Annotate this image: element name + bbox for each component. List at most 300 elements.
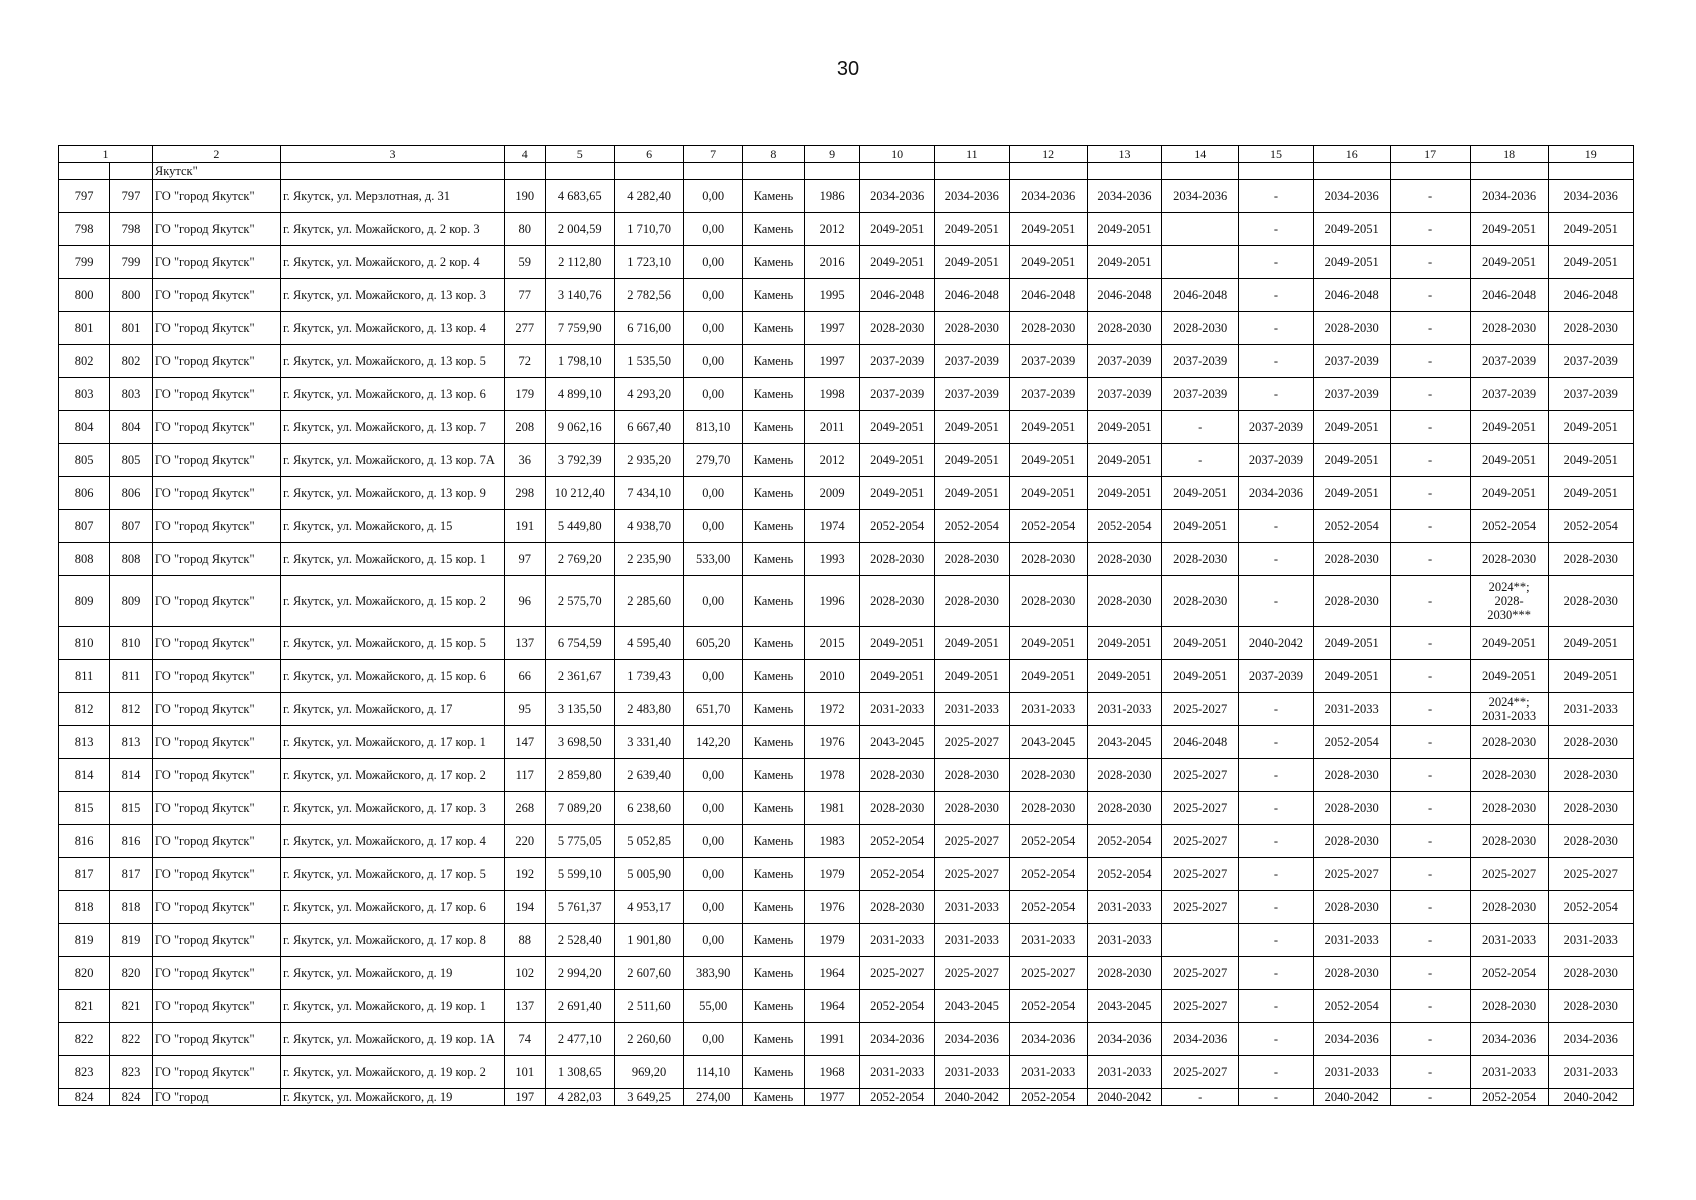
table-cell: 97: [505, 543, 546, 576]
table-cell: -: [1390, 279, 1470, 312]
table-cell: Камень: [742, 444, 804, 477]
table-cell: 823: [59, 1056, 110, 1089]
table-cell: 0,00: [684, 345, 743, 378]
table-cell: 2046-2048: [1313, 279, 1390, 312]
table-cell: 2046-2048: [1162, 279, 1239, 312]
table-cell: 803: [59, 378, 110, 411]
table-cell: 2025-2027: [1162, 990, 1239, 1023]
table-cell: 2031-2033: [935, 924, 1010, 957]
table-cell: ГО "город Якутск": [152, 1023, 280, 1056]
table-cell: ГО "город Якутск": [152, 576, 280, 627]
table-row: [59, 345, 1634, 378]
table-cell: 0,00: [684, 246, 743, 279]
table-cell: 2052-2054: [1087, 510, 1162, 543]
table-cell: г. Якутск, ул. Можайского, д. 17 кор. 3: [280, 792, 504, 825]
table-cell: 2046-2048: [860, 279, 935, 312]
table-cell: 2037-2039: [1087, 378, 1162, 411]
table-cell: 2049-2051: [1087, 627, 1162, 660]
table-cell: 2028-2030: [935, 312, 1010, 345]
table-cell: 10 212,40: [545, 477, 614, 510]
table-cell: 810: [59, 627, 110, 660]
table-cell: 805: [59, 444, 110, 477]
table-cell: 2031-2033: [860, 924, 935, 957]
table-cell: 2052-2054: [1313, 726, 1390, 759]
table-cell: Камень: [742, 576, 804, 627]
table-cell: 800: [110, 279, 153, 312]
table-cell: 2052-2054: [1087, 858, 1162, 891]
table-cell: 194: [505, 891, 546, 924]
header-row: [59, 146, 1634, 163]
table-cell: 821: [59, 990, 110, 1023]
table-cell: -: [1239, 693, 1314, 726]
table-cell: 2031-2033: [860, 693, 935, 726]
table-cell: 2 994,20: [545, 957, 614, 990]
table-cell: -: [1239, 990, 1314, 1023]
table-cell: 2049-2051: [935, 660, 1010, 693]
table-cell: -: [1390, 759, 1470, 792]
table-cell: 2028-2030: [1313, 759, 1390, 792]
table-cell: 0,00: [684, 924, 743, 957]
table-cell: 1977: [804, 1089, 859, 1106]
table-cell: 2012: [804, 444, 859, 477]
table-cell: 2049-2051: [935, 246, 1010, 279]
table-cell: 137: [505, 627, 546, 660]
table-cell: г. Якутск, ул. Можайского, д. 19 кор. 1А: [280, 1023, 504, 1056]
table-cell: 969,20: [614, 1056, 683, 1089]
table-cell: 274,00: [684, 1089, 743, 1106]
table-cell: 2037-2039: [860, 345, 935, 378]
table-cell: 2025-2027: [860, 957, 935, 990]
table-cell: 2024**; 2028-2030***: [1470, 576, 1548, 627]
table-cell: -: [1390, 543, 1470, 576]
table-cell: г. Якутск, ул. Можайского, д. 13 кор. 3: [280, 279, 504, 312]
table-cell: 0,00: [684, 279, 743, 312]
table-row: [59, 213, 1634, 246]
table-cell: 0,00: [684, 825, 743, 858]
table-cell: Камень: [742, 858, 804, 891]
table-cell: г. Якутск, ул. Можайского, д. 19 кор. 2: [280, 1056, 504, 1089]
table-cell: 88: [505, 924, 546, 957]
table-cell: Камень: [742, 759, 804, 792]
table-cell: ГО "город Якутск": [152, 378, 280, 411]
table-cell: -: [1390, 891, 1470, 924]
table-row: [59, 378, 1634, 411]
table-cell: 114,10: [684, 1056, 743, 1089]
table-cell: 0,00: [684, 477, 743, 510]
table-cell: -: [1239, 759, 1314, 792]
table-cell: 2028-2030: [1548, 726, 1633, 759]
table-cell: 821: [110, 990, 153, 1023]
table-cell: 2009: [804, 477, 859, 510]
table-cell: 2049-2051: [1313, 213, 1390, 246]
table-cell: -: [1390, 444, 1470, 477]
table-cell: 797: [110, 180, 153, 213]
table-cell: ГО "город Якутск": [152, 924, 280, 957]
table-cell: 2049-2051: [1162, 510, 1239, 543]
table-cell: 3 649,25: [614, 1089, 683, 1106]
table-cell: 0,00: [684, 759, 743, 792]
table-cell: -: [1239, 543, 1314, 576]
table-cell: ГО "город Якутск": [152, 693, 280, 726]
table-cell: 2049-2051: [1162, 627, 1239, 660]
table-cell: 5 761,37: [545, 891, 614, 924]
table-cell: 0,00: [684, 858, 743, 891]
table-cell: -: [1239, 1023, 1314, 1056]
table-cell: 2028-2030: [1470, 990, 1548, 1023]
table-cell: -: [1390, 576, 1470, 627]
table-cell: 2028-2030: [1087, 312, 1162, 345]
header-cell: 8: [742, 146, 804, 163]
table-cell: 74: [505, 1023, 546, 1056]
table-cell: 799: [110, 246, 153, 279]
table-cell: 1 308,65: [545, 1056, 614, 1089]
table-cell: 801: [59, 312, 110, 345]
header-cell: 17: [1390, 146, 1470, 163]
table-cell: 1976: [804, 726, 859, 759]
table-cell: -: [1239, 792, 1314, 825]
table-cell: 2037-2039: [1162, 345, 1239, 378]
table-cell: г. Якутск, ул. Можайского, д. 15 кор. 5: [280, 627, 504, 660]
table-cell: -: [1239, 825, 1314, 858]
table-cell: 7 759,90: [545, 312, 614, 345]
table-cell: 55,00: [684, 990, 743, 1023]
table-cell: 1998: [804, 378, 859, 411]
table-cell: -: [1390, 990, 1470, 1023]
table-cell: -: [1390, 180, 1470, 213]
table-row: [59, 990, 1634, 1023]
table-cell: 2049-2051: [1009, 627, 1087, 660]
table-cell: 2031-2033: [1009, 1056, 1087, 1089]
table-cell: 4 953,17: [614, 891, 683, 924]
table-cell: -: [1390, 510, 1470, 543]
table-cell: 2028-2030: [1087, 759, 1162, 792]
table-cell: 2025-2027: [935, 726, 1010, 759]
table-cell: 2 528,40: [545, 924, 614, 957]
table-cell: -: [1390, 246, 1470, 279]
table-cell: 0,00: [684, 792, 743, 825]
table-cell: 2034-2036: [1239, 477, 1314, 510]
table-cell: -: [1390, 792, 1470, 825]
table-cell: Камень: [742, 627, 804, 660]
table-cell: ГО "город Якутск": [152, 411, 280, 444]
table-cell: [1162, 924, 1239, 957]
table-cell: 815: [110, 792, 153, 825]
table-row: [59, 246, 1634, 279]
table-cell: 2049-2051: [1548, 627, 1633, 660]
table-cell: ГО "город Якутск": [152, 825, 280, 858]
table-cell: -: [1390, 213, 1470, 246]
table-cell: 2049-2051: [1470, 660, 1548, 693]
table-cell: 2031-2033: [1009, 693, 1087, 726]
table-cell: 2052-2054: [935, 510, 1010, 543]
table-cell: 59: [505, 246, 546, 279]
table-cell: 66: [505, 660, 546, 693]
table-cell: 2028-2030: [860, 312, 935, 345]
table-cell: 1964: [804, 990, 859, 1023]
table-cell: 2028-2030: [1087, 576, 1162, 627]
table-cell: 1997: [804, 312, 859, 345]
table-cell: 2052-2054: [1548, 510, 1633, 543]
table-cell: 819: [59, 924, 110, 957]
table-cell: г. Якутск, ул. Можайского, д. 13 кор. 4: [280, 312, 504, 345]
table-cell: 2049-2051: [1470, 627, 1548, 660]
table-cell: 2049-2051: [935, 213, 1010, 246]
table-cell: 80: [505, 213, 546, 246]
table-cell: 1 798,10: [545, 345, 614, 378]
table-cell: 822: [110, 1023, 153, 1056]
table-cell: 2031-2033: [1470, 1056, 1548, 1089]
table-cell: 2037-2039: [1239, 444, 1314, 477]
table-cell: 2031-2033: [1313, 924, 1390, 957]
table-cell: 1976: [804, 891, 859, 924]
table-cell: 2049-2051: [1470, 411, 1548, 444]
table-cell: -: [1239, 246, 1314, 279]
table-cell: 1 723,10: [614, 246, 683, 279]
table-cell: ГО "город Якутск": [152, 345, 280, 378]
table-cell: 2037-2039: [1162, 378, 1239, 411]
table-cell: ГО "город Якутск": [152, 543, 280, 576]
table-cell: ГО "город: [152, 1089, 280, 1106]
table-cell: 2031-2033: [1087, 1056, 1162, 1089]
table-cell: 797: [59, 180, 110, 213]
table-cell: 2037-2039: [1470, 378, 1548, 411]
table-cell: 2028-2030: [1009, 576, 1087, 627]
table-cell: 95: [505, 693, 546, 726]
table-cell: 2031-2033: [935, 1056, 1010, 1089]
table-cell: г. Якутск, ул. Можайского, д. 17 кор. 6: [280, 891, 504, 924]
table-cell: 2025-2027: [1162, 957, 1239, 990]
table-cell: 2052-2054: [860, 510, 935, 543]
table-row: [59, 576, 1634, 627]
table-cell: 2040-2042: [1239, 627, 1314, 660]
table-cell: ГО "город Якутск": [152, 957, 280, 990]
table-cell: г. Якутск, ул. Можайского, д. 13 кор. 7: [280, 411, 504, 444]
table-cell: 1974: [804, 510, 859, 543]
table-cell: -: [1239, 510, 1314, 543]
table-row: [59, 477, 1634, 510]
table-cell: 2028-2030: [1548, 543, 1633, 576]
table-cell: -: [1239, 576, 1314, 627]
table-cell: 2031-2033: [1313, 1056, 1390, 1089]
table-row: [59, 510, 1634, 543]
table-cell: 1995: [804, 279, 859, 312]
table-cell: 2049-2051: [860, 411, 935, 444]
table-cell: 2037-2039: [935, 378, 1010, 411]
table-cell: ГО "город Якутск": [152, 726, 280, 759]
table-cell: 2052-2054: [1470, 957, 1548, 990]
table-cell: 7 434,10: [614, 477, 683, 510]
table-cell: 1964: [804, 957, 859, 990]
table-cell: г. Якутск, ул. Можайского, д. 2 кор. 4: [280, 246, 504, 279]
table-cell: 2028-2030: [860, 759, 935, 792]
table-cell: -: [1239, 180, 1314, 213]
table-cell: 2046-2048: [1009, 279, 1087, 312]
table-cell: 383,90: [684, 957, 743, 990]
table-cell: 2049-2051: [1470, 444, 1548, 477]
table-cell: 0,00: [684, 510, 743, 543]
table-cell: Камень: [742, 213, 804, 246]
table-cell: -: [1162, 411, 1239, 444]
table-cell: -: [1390, 693, 1470, 726]
table-cell: 816: [59, 825, 110, 858]
table-cell: 2049-2051: [860, 246, 935, 279]
table-cell: ГО "город Якутск": [152, 858, 280, 891]
table-cell: г. Якутск, ул. Можайского, д. 17 кор. 2: [280, 759, 504, 792]
table-cell: 77: [505, 279, 546, 312]
table-cell: 2028-2030: [1162, 576, 1239, 627]
table-cell: 1 901,80: [614, 924, 683, 957]
table-cell: 2049-2051: [1087, 660, 1162, 693]
table-cell: г. Якутск, ул. Можайского, д. 19 кор. 1: [280, 990, 504, 1023]
table-cell: -: [1390, 726, 1470, 759]
table-cell: 2028-2030: [1313, 543, 1390, 576]
table-cell: 1979: [804, 858, 859, 891]
table-cell: 2028-2030: [1548, 957, 1633, 990]
table-cell: 2025-2027: [935, 858, 1010, 891]
table-cell: 2028-2030: [1548, 576, 1633, 627]
table-cell: 6 754,59: [545, 627, 614, 660]
table-cell: 2049-2051: [1548, 477, 1633, 510]
table-cell: 2031-2033: [860, 1056, 935, 1089]
table-cell: 806: [110, 477, 153, 510]
header-cell: 1: [59, 146, 153, 163]
table-cell: г. Якутск, ул. Можайского, д. 13 кор. 7А: [280, 444, 504, 477]
table-cell: 0,00: [684, 1023, 743, 1056]
table-cell: 2028-2030: [935, 759, 1010, 792]
table-cell: 2037-2039: [860, 378, 935, 411]
table-cell: 2025-2027: [1162, 693, 1239, 726]
table-cell: 1 739,43: [614, 660, 683, 693]
table-cell: 2031-2033: [1087, 891, 1162, 924]
table-cell: 2028-2030: [1009, 759, 1087, 792]
table-cell: -: [1239, 891, 1314, 924]
table-row: [59, 759, 1634, 792]
table-cell: 2052-2054: [1009, 990, 1087, 1023]
table-cell: 2049-2051: [1470, 213, 1548, 246]
table-cell: 197: [505, 1089, 546, 1106]
table-cell: 817: [110, 858, 153, 891]
table-row: [59, 543, 1634, 576]
table-cell: 4 293,20: [614, 378, 683, 411]
table-cell: 2028-2030: [1470, 825, 1548, 858]
table-cell: Камень: [742, 378, 804, 411]
table-cell: 2034-2036: [1313, 180, 1390, 213]
table-cell: 0,00: [684, 180, 743, 213]
table-cell: 2052-2054: [1009, 891, 1087, 924]
table-cell: 809: [110, 576, 153, 627]
table-cell: 2028-2030: [1087, 792, 1162, 825]
table-cell: 2025-2027: [1162, 1056, 1239, 1089]
table-cell: -: [1390, 825, 1470, 858]
table-cell: 0,00: [684, 891, 743, 924]
table-cell: 2049-2051: [1087, 444, 1162, 477]
table-cell: 2031-2033: [1548, 693, 1633, 726]
table-cell: 816: [110, 825, 153, 858]
table-cell: 2025-2027: [1162, 825, 1239, 858]
table-cell: 3 140,76: [545, 279, 614, 312]
table-cell: 2052-2054: [1313, 510, 1390, 543]
table-cell: 2025-2027: [1162, 858, 1239, 891]
table-cell: 2049-2051: [1313, 627, 1390, 660]
table-cell: 101: [505, 1056, 546, 1089]
table-cell: 1986: [804, 180, 859, 213]
table-cell: ГО "город Якутск": [152, 246, 280, 279]
table-cell: 2011: [804, 411, 859, 444]
table-cell: 7 089,20: [545, 792, 614, 825]
table-cell: Камень: [742, 510, 804, 543]
table-cell: 208: [505, 411, 546, 444]
table-cell: 2025-2027: [935, 825, 1010, 858]
table-cell: -: [1239, 213, 1314, 246]
table-cell: Камень: [742, 726, 804, 759]
table-cell: 820: [110, 957, 153, 990]
table-cell: 2049-2051: [1162, 477, 1239, 510]
table-row: [59, 792, 1634, 825]
table-cell: 9 062,16: [545, 411, 614, 444]
table-cell: 820: [59, 957, 110, 990]
table-cell: 2049-2051: [1470, 246, 1548, 279]
table-cell: 2037-2039: [1087, 345, 1162, 378]
table-cell: 2052-2054: [1009, 1089, 1087, 1106]
table-cell: 2 935,20: [614, 444, 683, 477]
table-cell: 2046-2048: [1548, 279, 1633, 312]
table-cell: Камень: [742, 543, 804, 576]
table-cell: 2 639,40: [614, 759, 683, 792]
table-cell: 2037-2039: [1009, 378, 1087, 411]
table-cell: -: [1390, 312, 1470, 345]
table-cell: 803: [110, 378, 153, 411]
table-cell: 192: [505, 858, 546, 891]
table-cell: ГО "город Якутск": [152, 627, 280, 660]
header-cell: 6: [614, 146, 683, 163]
table-cell: 179: [505, 378, 546, 411]
table-cell: 2049-2051: [1470, 477, 1548, 510]
table-cell: -: [1239, 1056, 1314, 1089]
table-cell: 2025-2027: [1162, 792, 1239, 825]
table-cell: 2049-2051: [935, 411, 1010, 444]
table-cell: -: [1390, 477, 1470, 510]
table-cell: 1981: [804, 792, 859, 825]
table-cell: 2040-2042: [1087, 1089, 1162, 1106]
table-cell: 2049-2051: [935, 444, 1010, 477]
table-row: [59, 1023, 1634, 1056]
table-cell: 2037-2039: [1009, 345, 1087, 378]
table-row: [59, 1056, 1634, 1089]
table-cell: 2025-2027: [1470, 858, 1548, 891]
table-row: [59, 312, 1634, 345]
table-cell: Камень: [742, 693, 804, 726]
table-cell: ГО "город Якутск": [152, 1056, 280, 1089]
table-cell: 36: [505, 444, 546, 477]
table-cell: -: [1239, 312, 1314, 345]
table-cell: 2 004,59: [545, 213, 614, 246]
table-cell: 2034-2036: [935, 180, 1010, 213]
table-cell: ГО "город Якутск": [152, 990, 280, 1023]
table-cell: 2052-2054: [1009, 825, 1087, 858]
table-cell: 2049-2051: [1087, 213, 1162, 246]
table-cell: г. Якутск, ул. Можайского, д. 15: [280, 510, 504, 543]
table-cell: Камень: [742, 246, 804, 279]
table-cell: 1991: [804, 1023, 859, 1056]
table-cell: 277: [505, 312, 546, 345]
table-cell: 2031-2033: [1548, 1056, 1633, 1089]
table-cell: ГО "город Якутск": [152, 312, 280, 345]
table-row: [59, 693, 1634, 726]
table-cell: 2043-2045: [1087, 990, 1162, 1023]
table-cell: Камень: [742, 477, 804, 510]
table-cell: 805: [110, 444, 153, 477]
table-cell: ГО "город Якутск": [152, 444, 280, 477]
